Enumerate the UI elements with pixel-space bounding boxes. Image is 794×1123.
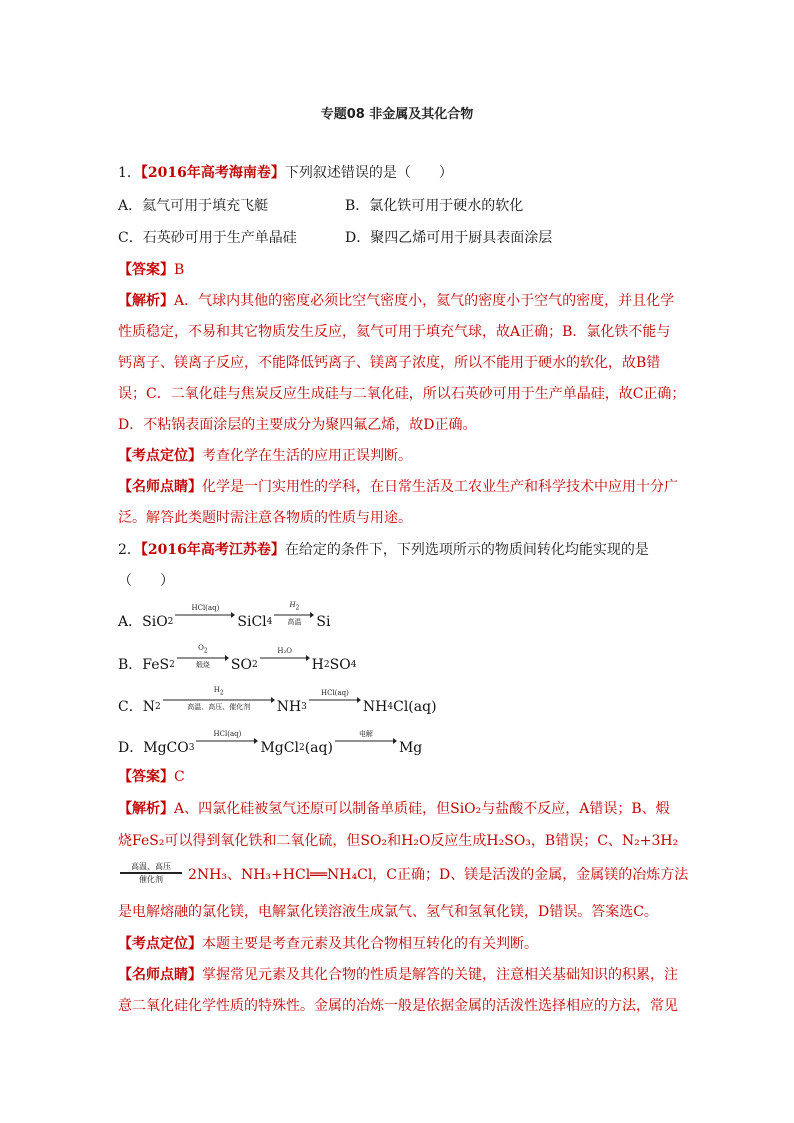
q2-stem [118, 541, 649, 559]
reaction-arrow [335, 730, 397, 752]
q1-option-d: D．聚四乙烯可用于厨具表面涂层 [345, 230, 553, 246]
formula: SO [329, 657, 351, 674]
q2-point-text: 本题主要是考查元素及其化合物相互转化的有关判断。 [202, 936, 538, 952]
q2-analysis-line-1 [118, 800, 670, 818]
q1-tips-label: 【名师点睛】 [118, 479, 202, 495]
formula: SiO [142, 614, 168, 631]
arrow-condition-below: 煅烧 [195, 661, 210, 670]
formula: FeS [142, 657, 170, 674]
q2-source-tag: 【2016年高考江苏卷】 [140, 542, 285, 558]
arrow-condition: H [289, 601, 296, 609]
condition-top: 高温、高压 [131, 862, 171, 871]
option-label: D． [118, 740, 144, 756]
q2-option-b [118, 644, 357, 674]
q1-point-text: 考查化学在生活的应用正误判断。 [202, 448, 412, 464]
subscript: 2 [167, 617, 174, 628]
arrow-condition: H₂O [277, 647, 292, 656]
arrow-condition: HCl(aq) [320, 689, 349, 698]
q1-answer-value: B [174, 262, 185, 278]
reaction-arrow [260, 647, 310, 669]
subscript: 4 [350, 660, 357, 671]
q2-paren: （ ） [118, 573, 174, 589]
arrow-condition: O [198, 644, 204, 652]
q1-number: 1． [118, 165, 141, 181]
q1-option-a: A．氦气可用于填充飞艇 [118, 198, 269, 214]
formula: H [311, 657, 324, 674]
arrow-condition-below: 高温 [287, 618, 302, 627]
subscript: 2 [298, 743, 305, 753]
reaction-arrow [274, 601, 314, 626]
q2-analysis-line-3: 2NH₃、NH₃+HCl══NH₄Cl，C正确；D、镁是活泼的金属，金属镁的冶炼方法 [188, 867, 689, 883]
q2-point-label: 【考点定位】 [118, 936, 202, 952]
subscript: 2 [219, 689, 224, 697]
condition-bar [120, 872, 182, 874]
formula: MgCO [143, 740, 189, 756]
q1-option-c: C．石英砂可用于生产单晶硅 [118, 230, 297, 246]
formula: NH [276, 699, 302, 716]
option-label: A． [118, 614, 143, 631]
reaction-arrow [309, 689, 361, 711]
q1-analysis-line-3: 钙离子、镁离子反应，不能降低钙离子、镁离子浓度，所以不能用于硬水的软化，故B错 [118, 355, 661, 371]
q2-tips-line-2: 意二氧化硅化学性质的特殊性。金属的冶炼一般是依据金属的活泼性选择相应的方法，常见 [118, 998, 678, 1014]
q2-number: 2． [118, 542, 141, 558]
formula: Cl(aq) [393, 699, 437, 716]
q2-analysis-line-2: 烧FeS₂可以得到氧化铁和二氧化硫，但SO₂和H₂O反应生成H₂SO₃，B错误；C、N₂+3H₂ [118, 833, 679, 849]
formula: MgCl [260, 740, 299, 756]
q1-option-b: B．氯化铁可用于硬水的软化 [345, 198, 524, 214]
q2-question: 在给定的条件下，下列选项所示的物质间转化均能实现的是 [284, 542, 649, 558]
subscript: 2 [251, 660, 258, 671]
q2-analysis-line-4: 是电解熔融的氯化镁，电解氯化镁溶液生成氯气、氢气和氢氧化镁，D错误。答案选C。 [118, 904, 658, 920]
option-label: B． [118, 657, 143, 674]
q1-analysis-line-1 [118, 292, 674, 310]
subscript: 3 [188, 743, 195, 753]
arrow-condition: 电解 [358, 730, 373, 738]
formula: SO [230, 657, 252, 674]
q1-analysis-line-4: 误；C．二氧化硅与焦炭反应生成硅与二氧化硅，所以石英砂可用于生产单晶硅，故C正确； [118, 386, 686, 402]
q2-answer [118, 768, 185, 786]
q1-analysis-line-5: D．不粘锅表面涂层的主要成分为聚四氟乙烯，故D正确。 [118, 417, 477, 433]
q2-option-a [118, 601, 331, 631]
subscript: 3 [301, 702, 307, 713]
subscript: 2 [203, 647, 208, 655]
q2-answer-value: C [174, 769, 185, 785]
q1-answer-label: 【答案】 [118, 262, 174, 278]
page-title: 专题08 非金属及其化合物 [320, 107, 474, 122]
q2-option-c [118, 686, 437, 716]
q1-answer [118, 261, 184, 279]
reaction-arrow [177, 644, 229, 669]
q2-analysis-text: A、四氯化硅被氢气还原可以制备单质硅，但SiO₂与盐酸不反应，A错误；B、煅 [174, 801, 670, 817]
arrow-condition: HCl(aq) [191, 604, 220, 613]
q1-tips-text: 化学是一门实用性的学科，在日常生活及工农业生产和科学技术中应用十分广 [202, 479, 678, 495]
option-label: C． [118, 699, 143, 716]
arrow-condition-below: 高温、高压、催化剂 [187, 703, 251, 712]
subscript: 4 [387, 702, 394, 713]
q2-tips-text: 掌握常见元素及其化合物的性质是解答的关键，注意相关基础知识的积累，注 [202, 967, 678, 983]
subscript: 2 [154, 702, 161, 713]
q1-analysis-line-2: 性质稳定，不易和其它物质发生反应，氦气可用于填充气球，故A正确；B．氯化铁不能与 [118, 324, 671, 340]
subscript: 4 [266, 617, 273, 628]
q1-point [118, 447, 412, 465]
q1-stem [118, 164, 453, 182]
q2-tips-line-1 [118, 966, 678, 984]
q2-analysis-label: 【解析】 [118, 801, 174, 817]
q2-option-d [118, 730, 423, 757]
formula: Si [316, 614, 331, 631]
q2-tips-label: 【名师点睛】 [118, 967, 202, 983]
subscript: 2 [295, 604, 300, 612]
reaction-arrow [175, 604, 235, 626]
formula: NH [362, 699, 388, 716]
q1-tips-line-2: 泛。解答此类题时需注意各物质的性质与用途。 [118, 510, 412, 526]
arrow-condition: H [213, 686, 220, 694]
q2-point [118, 935, 538, 953]
q1-analysis-label: 【解析】 [118, 293, 174, 309]
reaction-arrow [163, 686, 275, 711]
q1-question: 下列叙述错误的是（ ） [284, 165, 453, 181]
formula: N [142, 699, 155, 716]
q1-tips-line-1 [118, 478, 678, 496]
reaction-arrow [196, 730, 258, 752]
formula: (aq) [304, 740, 333, 756]
arrow-condition: HCl(aq) [213, 730, 242, 738]
q2-answer-label: 【答案】 [118, 769, 174, 785]
reaction-condition-mark [118, 862, 184, 886]
condition-bottom: 催化剂 [139, 875, 163, 884]
subscript: 2 [323, 660, 330, 671]
formula: SiCl [237, 614, 267, 631]
q1-source-tag: 【2016年高考海南卷】 [140, 165, 285, 181]
q1-point-label: 【考点定位】 [118, 448, 202, 464]
q1-analysis-text: A．气球内其他的密度必须比空气密度小，氦气的密度小于空气的密度，并且化学 [174, 293, 675, 309]
subscript: 2 [169, 660, 175, 671]
formula: Mg [398, 740, 423, 756]
